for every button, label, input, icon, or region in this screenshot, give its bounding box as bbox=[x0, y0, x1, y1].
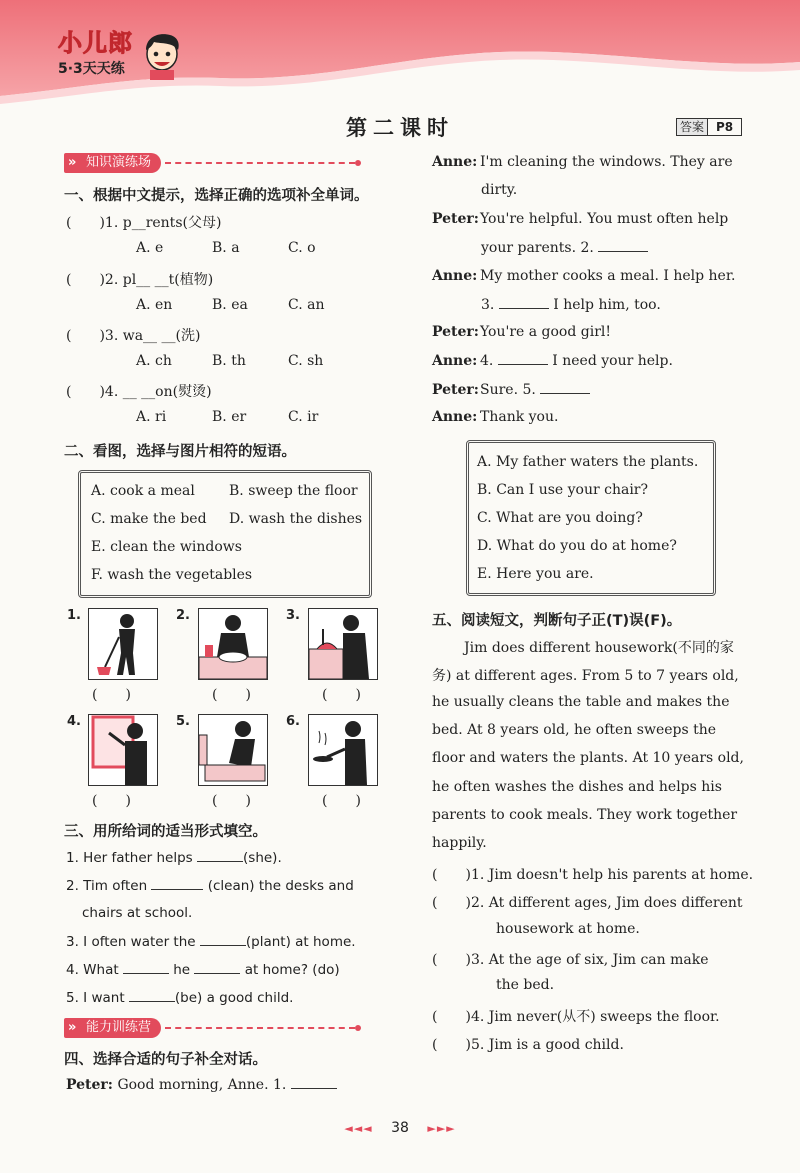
s1-item3-option[interactable]: C. sh bbox=[288, 353, 324, 369]
speaker-anne: Anne: bbox=[432, 353, 478, 369]
dialog-line bbox=[66, 1076, 337, 1093]
answer-key-label: 答案 bbox=[677, 119, 708, 135]
s1-item3-option[interactable]: B. th bbox=[212, 353, 246, 369]
dialog-text: your parents. 2. bbox=[481, 240, 594, 256]
passage-line: happily. bbox=[432, 835, 487, 851]
section4-heading: 四、选择合适的句子补全对话。 bbox=[64, 1052, 267, 1068]
dialog-line bbox=[432, 352, 673, 369]
dialog-text: I'm cleaning the windows. They are bbox=[480, 154, 733, 170]
dialog-line bbox=[432, 409, 558, 425]
s1-item4-option[interactable]: C. ir bbox=[288, 409, 319, 425]
s1-item2-stem: ( )2. pl__ __t(植物) bbox=[66, 272, 214, 288]
phrase-options-box bbox=[78, 470, 372, 598]
tf-item bbox=[432, 949, 709, 969]
s3-line3 bbox=[66, 933, 356, 950]
speaker-anne: Anne: bbox=[432, 154, 478, 170]
answer-paren[interactable]: ( ) bbox=[432, 895, 471, 911]
dialog-line bbox=[432, 154, 733, 170]
picture-cook-meal bbox=[308, 714, 378, 786]
fill-blank[interactable] bbox=[200, 933, 246, 946]
speaker-anne: Anne: bbox=[432, 268, 478, 284]
phrase-option: F. wash the vegetables bbox=[91, 567, 253, 583]
s3-text: 2. Tim often bbox=[66, 878, 148, 894]
picture-number: 6. bbox=[286, 714, 300, 729]
picture-make-bed bbox=[198, 714, 268, 786]
answer-paren[interactable]: ( ) bbox=[322, 687, 361, 703]
picture-number: 1. bbox=[67, 608, 81, 623]
dialog-text: You're helpful. You must often help bbox=[480, 211, 729, 227]
lesson-title: 第二课时 bbox=[346, 116, 454, 140]
s1-item1-option[interactable]: C. o bbox=[288, 240, 316, 256]
tf-text: 1. Jim doesn't help his parents at home. bbox=[470, 867, 754, 883]
s3-text: 4. What bbox=[66, 962, 119, 978]
section2-heading: 二、看图，选择与图片相符的短语。 bbox=[64, 444, 296, 460]
s1-item1-option[interactable]: A. e bbox=[136, 240, 164, 256]
left-arrows-icon: ◄◄◄ bbox=[344, 1122, 373, 1135]
fill-blank[interactable] bbox=[540, 381, 590, 394]
s1-item1-stem: ( )1. p__rents(父母) bbox=[66, 215, 222, 231]
answer-paren[interactable]: ( ) bbox=[92, 793, 131, 809]
making-bed-icon bbox=[199, 715, 267, 785]
tf-text-cont: housework at home. bbox=[496, 921, 640, 937]
sentence-option: A. My father waters the plants. bbox=[477, 454, 699, 470]
banner-divider bbox=[165, 162, 355, 164]
sweeping-person-icon bbox=[89, 609, 157, 679]
passage-line: he usually cleans the table and makes the bbox=[432, 694, 730, 710]
dialog-line bbox=[481, 296, 661, 313]
dialog-text: You're a good girl! bbox=[480, 324, 612, 340]
s3-text: 5. I want bbox=[66, 990, 125, 1006]
s1-item3-option[interactable]: A. ch bbox=[136, 353, 172, 369]
dialog-line bbox=[432, 381, 590, 398]
dialog-text: dirty. bbox=[481, 182, 518, 198]
passage-line: floor and waters the plants. At 10 years old, bbox=[432, 750, 744, 766]
fill-blank[interactable] bbox=[123, 961, 169, 974]
tf-item bbox=[432, 1006, 720, 1026]
speaker-peter: Peter: bbox=[432, 382, 479, 398]
cooking-pan-icon bbox=[309, 715, 377, 785]
tf-text: 2. At different ages, Jim does different bbox=[470, 895, 743, 911]
sentence-option: D. What do you do at home? bbox=[477, 538, 677, 554]
answer-paren[interactable]: ( ) bbox=[432, 867, 471, 883]
s1-item3-stem: ( )3. wa__ __(洗) bbox=[66, 328, 201, 344]
speaker-peter: Peter: bbox=[432, 211, 479, 227]
fill-blank[interactable] bbox=[194, 961, 240, 974]
picture-number: 3. bbox=[286, 608, 300, 623]
passage-line: parents to cook meals. They work together bbox=[432, 807, 738, 823]
answer-paren[interactable]: ( ) bbox=[92, 687, 131, 703]
dialog-line bbox=[432, 324, 611, 340]
passage-line: Jim does different housework(不同的家 bbox=[464, 640, 734, 656]
speaker-peter: Peter: bbox=[66, 1077, 113, 1093]
dialog-text: 4. bbox=[480, 353, 494, 369]
s1-item4-stem: ( )4. __ __on(熨烫) bbox=[66, 384, 212, 400]
logo-title: 小儿郎 bbox=[58, 29, 133, 57]
dialog-line bbox=[432, 268, 735, 284]
picture-number: 4. bbox=[67, 714, 81, 729]
logo-subtitle: 5·3天天练 bbox=[58, 61, 125, 77]
banner-dot bbox=[355, 1025, 361, 1031]
sentence-option: E. Here you are. bbox=[477, 566, 594, 582]
fill-blank[interactable] bbox=[151, 877, 203, 890]
fill-blank[interactable] bbox=[291, 1076, 337, 1089]
speaker-peter: Peter: bbox=[432, 324, 479, 340]
passage-line: 务) at different ages. From 5 to 7 years old, bbox=[432, 668, 739, 684]
s3-text: (plant) at home. bbox=[245, 934, 356, 950]
dialog-text: My mother cooks a meal. I help her. bbox=[480, 268, 736, 284]
washing-vegetables-icon bbox=[309, 609, 377, 679]
answer-paren[interactable]: ( ) bbox=[432, 952, 471, 968]
tf-item bbox=[432, 864, 753, 884]
banner-dot bbox=[355, 160, 361, 166]
answer-paren[interactable]: ( ) bbox=[212, 687, 251, 703]
tf-text: 3. At the age of six, Jim can make bbox=[470, 952, 709, 968]
banner-label: » 能力训练营 bbox=[64, 1018, 161, 1038]
right-arrows-icon: ►►► bbox=[427, 1122, 456, 1135]
s1-item4-option[interactable]: B. er bbox=[212, 409, 247, 425]
s3-text: at home? (do) bbox=[244, 962, 340, 978]
s3-text: 3. I often water the bbox=[66, 934, 196, 950]
section5-heading: 五、阅读短文，判断句子正(T)误(F)。 bbox=[432, 613, 682, 629]
tf-item bbox=[432, 892, 743, 912]
s3-line2 bbox=[66, 877, 354, 894]
dialog-line bbox=[481, 239, 648, 256]
s3-text: (clean) the desks and bbox=[207, 878, 354, 894]
picture-number: 2. bbox=[176, 608, 190, 623]
answer-key-reference bbox=[676, 118, 742, 136]
phrase-option: A. cook a meal bbox=[91, 483, 195, 499]
picture-wash-dishes bbox=[198, 608, 268, 680]
banner-label: » 知识演练场 bbox=[64, 153, 161, 173]
sentence-options-box bbox=[466, 440, 716, 596]
brand-logo bbox=[58, 30, 133, 78]
fill-blank[interactable] bbox=[499, 296, 549, 309]
section1-heading: 一、根据中文提示，选择正确的选项补全单词。 bbox=[64, 188, 369, 204]
fill-blank[interactable] bbox=[197, 849, 243, 862]
speaker-anne: Anne: bbox=[432, 409, 478, 425]
dialog-text: I need your help. bbox=[552, 353, 673, 369]
tf-text: 5. Jim is a good child. bbox=[470, 1037, 624, 1053]
banner-knowledge bbox=[64, 153, 361, 173]
phrase-option: E. clean the windows bbox=[91, 539, 242, 555]
tf-text: 4. Jim never(从不) sweeps the floor. bbox=[470, 1009, 720, 1025]
s3-line1 bbox=[66, 849, 282, 866]
passage-line: bed. At 8 years old, he often sweeps the bbox=[432, 722, 717, 738]
mascot-boy-icon bbox=[140, 30, 184, 80]
answer-paren[interactable]: ( ) bbox=[322, 793, 361, 809]
sentence-option: C. What are you doing? bbox=[477, 510, 643, 526]
page-number: 38 bbox=[391, 1120, 409, 1136]
answer-paren[interactable]: ( ) bbox=[432, 1009, 471, 1025]
s3-text: (she). bbox=[243, 850, 282, 866]
dialog-text: Sure. 5. bbox=[480, 382, 536, 398]
s1-item1-option[interactable]: B. a bbox=[212, 240, 240, 256]
cleaning-window-icon bbox=[89, 715, 157, 785]
phrase-option: B. sweep the floor bbox=[229, 483, 358, 499]
banner-ability bbox=[64, 1018, 361, 1038]
s3-text: he bbox=[173, 962, 191, 978]
s3-text: 1. Her father helps bbox=[66, 850, 193, 866]
s3-line4 bbox=[66, 961, 340, 978]
banner-divider bbox=[165, 1027, 355, 1029]
answer-paren[interactable]: ( ) bbox=[432, 1037, 471, 1053]
picture-clean-windows bbox=[88, 714, 158, 786]
answer-paren[interactable]: ( ) bbox=[212, 793, 251, 809]
s1-item2-option[interactable]: A. en bbox=[136, 297, 173, 313]
picture-wash-vegetables bbox=[308, 608, 378, 680]
tf-item bbox=[432, 1034, 624, 1054]
washing-dishes-icon bbox=[199, 609, 267, 679]
s1-item2-option[interactable]: C. an bbox=[288, 297, 325, 313]
fill-blank[interactable] bbox=[598, 239, 648, 252]
dialog-text: I help him, too. bbox=[553, 297, 661, 313]
phrase-option: C. make the bed bbox=[91, 511, 207, 527]
fill-blank[interactable] bbox=[498, 352, 548, 365]
fill-blank[interactable] bbox=[129, 989, 175, 1002]
dialog-text: Good morning, Anne. 1. bbox=[117, 1077, 287, 1093]
s3-line5 bbox=[66, 989, 293, 1006]
sentence-option: B. Can I use your chair? bbox=[477, 482, 649, 498]
s3-line2-cont: chairs at school. bbox=[82, 905, 193, 921]
picture-sweep-floor bbox=[88, 608, 158, 680]
dialog-text: Thank you. bbox=[480, 409, 559, 425]
dialog-line bbox=[432, 211, 728, 227]
passage-line: he often washes the dishes and helps his bbox=[432, 779, 722, 795]
page-footer bbox=[0, 1120, 800, 1136]
s1-item4-option[interactable]: A. ri bbox=[136, 409, 167, 425]
dialog-text: 3. bbox=[481, 297, 495, 313]
tf-text-cont: the bed. bbox=[496, 977, 555, 993]
phrase-option: D. wash the dishes bbox=[229, 511, 363, 527]
s1-item2-option[interactable]: B. ea bbox=[212, 297, 248, 313]
answer-key-page: P8 bbox=[716, 120, 734, 134]
s3-text: (be) a good child. bbox=[174, 990, 294, 1006]
section3-heading: 三、用所给词的适当形式填空。 bbox=[64, 824, 267, 840]
picture-number: 5. bbox=[176, 714, 190, 729]
